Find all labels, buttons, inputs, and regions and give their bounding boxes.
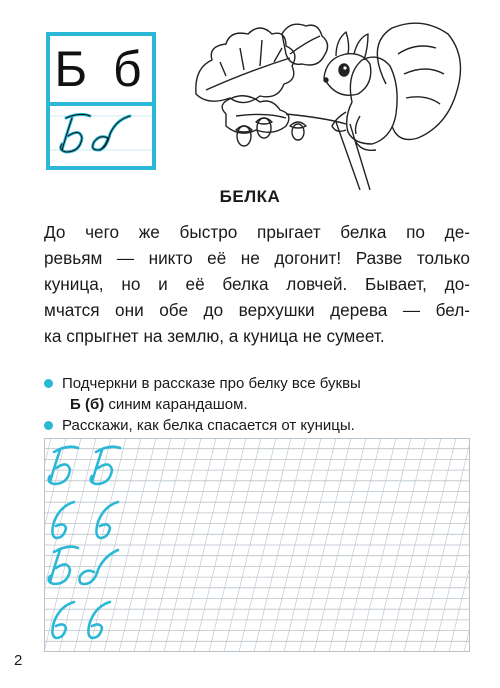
sample-capital-b <box>91 447 120 484</box>
story-line: ревьям — никто её не догонит! Разве только <box>44 248 470 268</box>
sample-small-b <box>96 502 118 538</box>
squirrel-eye <box>339 64 349 76</box>
sample-capital-b <box>49 547 78 584</box>
script-letters-sample <box>50 106 152 166</box>
story-line: До чего же быстро прыгает белка по де- <box>44 222 470 242</box>
acorn-2 <box>257 118 271 138</box>
task-text: Расскажи, как белка спасается от куницы. <box>62 417 355 434</box>
printed-letters: Б б <box>50 36 152 106</box>
story-line: ка спрыгнет на землю, а куница не сумеет. <box>44 326 385 346</box>
handwriting-practice-grid <box>44 438 470 652</box>
sample-small-b <box>52 502 74 538</box>
story-title: БЕЛКА <box>219 187 281 206</box>
sample-capital-b <box>49 447 78 484</box>
bullet-dot-icon <box>44 379 53 388</box>
task-text-rest: синим карандашом. <box>104 396 248 413</box>
story-line: мчатся они обе до верхушки дерева — бел- <box>44 300 470 320</box>
page-number: 2 <box>14 652 23 669</box>
task-text: Подчеркни в рассказе про белку все буквы <box>62 375 361 392</box>
task-underline <box>44 373 474 415</box>
acorn-1 <box>237 126 251 146</box>
bullet-dot-icon <box>44 421 53 430</box>
task-letter: Б (б) <box>70 396 105 413</box>
task-text-continued <box>62 394 474 415</box>
task-list <box>44 373 474 436</box>
sample-small-b <box>80 550 119 584</box>
story-text <box>44 219 470 349</box>
story-line: куница, но и её белка ловчей. Бывает, до- <box>44 274 470 294</box>
squirrel-body <box>347 57 397 144</box>
squirrel-illustration <box>186 14 468 190</box>
acorn-3 <box>292 124 304 140</box>
squirrel-tail <box>377 23 460 139</box>
task-retell <box>44 415 474 436</box>
oak-leaf-1 <box>196 28 295 103</box>
letter-card <box>46 32 156 170</box>
